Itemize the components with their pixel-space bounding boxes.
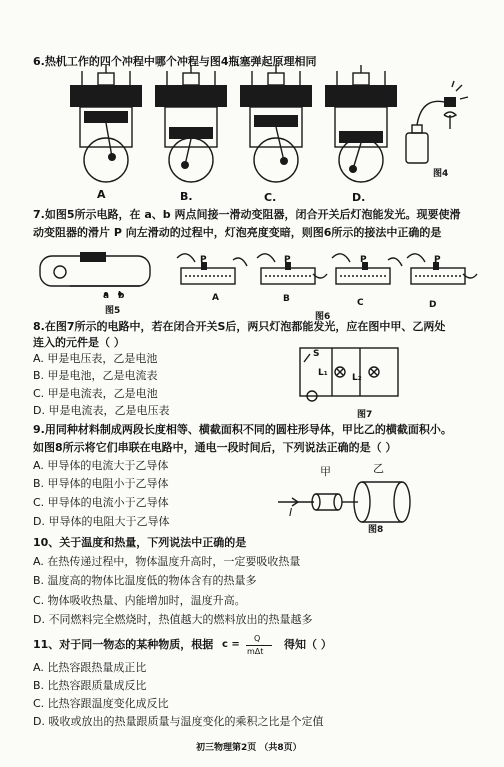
rheostat-d-slider-label: P — [434, 255, 441, 265]
q9-option-d: D. 甲导体的电阻大于乙导体 — [33, 515, 170, 528]
q8-option-b: B. 甲是电池，乙是电流表 — [33, 369, 158, 382]
fig8-label: 图8 — [368, 525, 384, 535]
current-label: I — [289, 506, 293, 519]
q8-option-a: A. 甲是电压表，乙是电池 — [33, 352, 158, 365]
q7-stem-line1: 7.如图5所示电路，在 a、b 两点间接一滑动变阻器，闭合开关后灯泡能发光。现要使滑 — [33, 208, 461, 221]
q10-option-a: A. 在热传递过程中，物体温度升高时，一定要吸收热量 — [33, 555, 301, 568]
fig5-b-label: b — [118, 291, 125, 301]
rheostat-b-label: B — [283, 294, 290, 304]
rheostat-c-slider-label: P — [360, 255, 367, 265]
q9-stem-line2: 如图8所示将它们串联在电路中，通电一段时间后，下列说法正确的是（ ） — [33, 441, 397, 454]
q8-option-c: C. 甲是电流表，乙是电池 — [33, 387, 158, 400]
fig4-label: 图4 — [433, 169, 449, 179]
fig5-label: 图5 — [105, 306, 121, 316]
q6-option-a: A — [97, 188, 106, 201]
rheostat-b-slider-label: P — [284, 255, 291, 265]
q9-option-c: C. 甲导体的电流小于乙导体 — [33, 496, 169, 509]
formula-numerator: Q — [254, 634, 261, 643]
q11-option-d: D. 吸收或放出的热量跟质量与温度变化的乘积之比是个定值 — [33, 715, 324, 728]
q6-option-c: C. — [264, 191, 277, 204]
rheostat-c-icon — [332, 254, 402, 284]
engine-c-icon — [240, 65, 312, 182]
engine-b-icon — [155, 65, 227, 182]
rheostat-d-label: D — [429, 300, 437, 310]
q6-stem: 6.热机工作的四个冲程中哪个冲程与图4瓶塞弹起原理相同 — [33, 55, 317, 68]
rheostat-a-slider-label: P — [200, 255, 207, 265]
rheostat-b-icon — [257, 254, 327, 284]
rheostat-d-icon — [407, 254, 477, 284]
q9-option-b: B. 甲导体的电阻小于乙导体 — [33, 477, 169, 490]
switch-label: S — [313, 349, 320, 359]
rheostat-c-label: C — [357, 298, 364, 308]
q11-stem-prefix: 11、对于同一物态的某种物质，根据 — [33, 638, 214, 651]
q11-formula — [222, 634, 286, 656]
engine-diagrams — [0, 65, 504, 205]
q11-option-a: A. 比热容跟热量成正比 — [33, 661, 147, 674]
q9-option-a: A. 甲导体的电流大于乙导体 — [33, 459, 169, 472]
bottle-cork-icon — [406, 81, 468, 163]
jia-label: 甲 — [320, 465, 331, 478]
q11-option-b: B. 比热容跟质量成反比 — [33, 679, 147, 692]
q10-option-c: C. 物体吸收热量、内能增加时，温度升高。 — [33, 594, 246, 607]
fig8-conductors-icon — [278, 476, 418, 528]
yi-label: 乙 — [373, 462, 384, 475]
engine-a-icon — [70, 65, 142, 182]
fig5-circuit-icon — [40, 252, 150, 296]
q8-stem-line2: 连入的元件是（ ） — [33, 336, 125, 349]
fig7-label: 图7 — [357, 410, 373, 420]
q9-stem-line1: 9.用同种材料制成两段长度相等、横截面积不同的圆柱形导体，甲比乙的横截面积小。 — [33, 423, 452, 436]
q6-option-b: B. — [180, 190, 193, 203]
formula-denominator: mΔt — [247, 647, 264, 656]
q10-option-b: B. 温度高的物体比温度低的物体含有的热量多 — [33, 574, 257, 587]
q11-stem-suffix: 得知（ ） — [284, 638, 332, 651]
page-footer: 初三物理第2页 （共8页） — [196, 743, 302, 753]
rheostat-a-label: A — [212, 293, 219, 303]
q8-stem-line1: 8.在图7所示的电路中，若在闭合开关S后，两只灯泡都能发光，应在图中甲、乙两处 — [33, 320, 446, 333]
engine-d-icon — [325, 65, 397, 182]
q7-stem-line2: 动变阻器的滑片 P 向左滑动的过程中，灯泡亮度变暗，则图6所示的接法中正确的是 — [33, 226, 442, 239]
rheostat-a-icon — [177, 254, 247, 284]
fig5-a-label: a — [103, 291, 110, 301]
lamp1-label: L₁ — [318, 368, 328, 378]
q10-stem: 10、关于温度和热量，下列说法中正确的是 — [33, 536, 247, 549]
q10-option-d: D. 不同燃料完全燃烧时，热值越大的燃料放出的热量越多 — [33, 613, 313, 626]
q6-option-d: D. — [352, 191, 366, 204]
formula-lhs: c = — [222, 639, 240, 650]
fig6-label: 图6 — [315, 312, 331, 322]
q11-option-c: C. 比热容跟温度变化成反比 — [33, 697, 169, 710]
lamp2-label: L₂ — [352, 373, 362, 383]
q8-option-d: D. 甲是电流表，乙是电压表 — [33, 404, 170, 417]
